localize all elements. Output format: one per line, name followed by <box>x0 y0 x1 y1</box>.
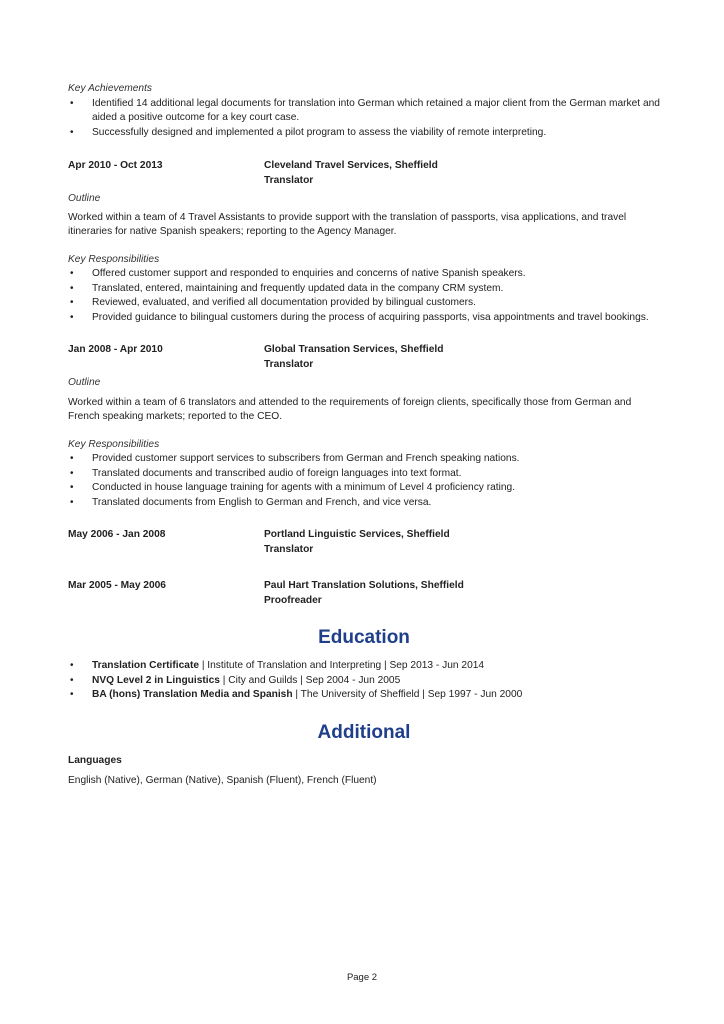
list-item: • Provided guidance to bilingual customers during the process of acquiring passports, visa appointments and travel bookings. <box>68 311 660 326</box>
responsibilities-list <box>68 452 660 510</box>
job-dates: Apr 2010 - Oct 2013 <box>68 160 163 171</box>
job-outline: Worked within a team of 6 translators and attended to the requirements of foreign clients, specifically those from German and French speaking markets; reported to the CEO. <box>68 396 632 422</box>
job-company: Global Transation Services, Sheffield <box>264 344 444 355</box>
list-item <box>68 674 660 689</box>
education-heading: Education <box>318 627 410 648</box>
qualification: BA (hons) Translation Media and Spanish <box>92 689 293 700</box>
additional-heading: Additional <box>317 721 411 743</box>
responsibilities-label: Key Responsibilities <box>68 253 160 265</box>
job-company: Cleveland Travel Services, Sheffield <box>264 160 438 171</box>
resume-page <box>68 82 660 789</box>
job-role: Translator <box>264 174 314 186</box>
list-item: • Conducted in house language training for agents with a minimum of Level 4 proficiency rating. <box>68 481 660 496</box>
responsibilities-list <box>68 267 660 325</box>
job-company: Paul Hart Translation Solutions, Sheffield <box>264 580 464 591</box>
job-header <box>68 579 660 608</box>
job-role: Translator <box>264 543 314 555</box>
job-header <box>68 159 660 188</box>
list-item: • Translated, entered, maintaining and frequently updated data in the company CRM system. <box>68 282 660 297</box>
list-item: • Offered customer support and responded to enquiries and concerns of native Spanish speakers. <box>68 267 660 282</box>
list-item <box>68 659 660 674</box>
education-details: | City and Guilds | Sep 2004 - Jun 2005 <box>219 674 401 686</box>
job-dates: Mar 2005 - May 2006 <box>68 580 166 591</box>
job-role: Translator <box>264 358 314 370</box>
qualification: NVQ Level 2 in Linguistics <box>92 674 220 686</box>
education-list <box>68 659 660 703</box>
languages-label: Languages <box>68 754 122 766</box>
job-dates: May 2006 - Jan 2008 <box>68 529 166 540</box>
list-item: • Reviewed, evaluated, and verified all documentation provided by bilingual customers. <box>68 296 660 311</box>
list-item: • Translated documents and transcribed audio of foreign languages into text format. <box>68 467 660 482</box>
list-item: • Successfully designed and implemented a pilot program to assess the viability of remote interpreting. <box>68 126 660 141</box>
outline-label: Outline <box>68 193 101 204</box>
job-outline: Worked within a team of 4 Travel Assistants to provide support with the translation of passports, visa applications, and travel itineraries for native Spanish speakers; reporting to the Agency Manager. <box>68 211 627 237</box>
education-details: | Institute of Translation and Interpreting | Sep 2013 - Jun 2014 <box>199 660 485 671</box>
education-details: | The University of Sheffield | Sep 1997 - Jun 2000 <box>292 689 523 700</box>
list-item: • Provided customer support services to subscribers from German and French speaking nations. <box>68 452 660 467</box>
achievements-list <box>68 97 660 141</box>
outline-label: Outline <box>68 377 101 388</box>
list-item <box>68 688 660 703</box>
list-item: • Identified 14 additional legal documents for translation into German which retained a major client from the German market and aided a positive outcome for a key court case. <box>68 97 660 126</box>
list-item: • Translated documents from English to German and French, and vice versa. <box>68 496 660 511</box>
job-header <box>68 528 660 557</box>
responsibilities-label: Key Responsibilities <box>68 438 160 450</box>
job-role: Proofreader <box>264 594 322 606</box>
page-number: Page 2 <box>346 972 378 983</box>
languages-text: English (Native), German (Native), Spanish (Fluent), French (Fluent) <box>68 775 377 786</box>
qualification: Translation Certificate <box>92 660 199 671</box>
job-header <box>68 343 660 372</box>
key-achievements-label: Key Achievements <box>68 83 152 94</box>
job-company: Portland Linguistic Services, Sheffield <box>264 529 450 540</box>
job-dates: Jan 2008 - Apr 2010 <box>68 344 163 355</box>
